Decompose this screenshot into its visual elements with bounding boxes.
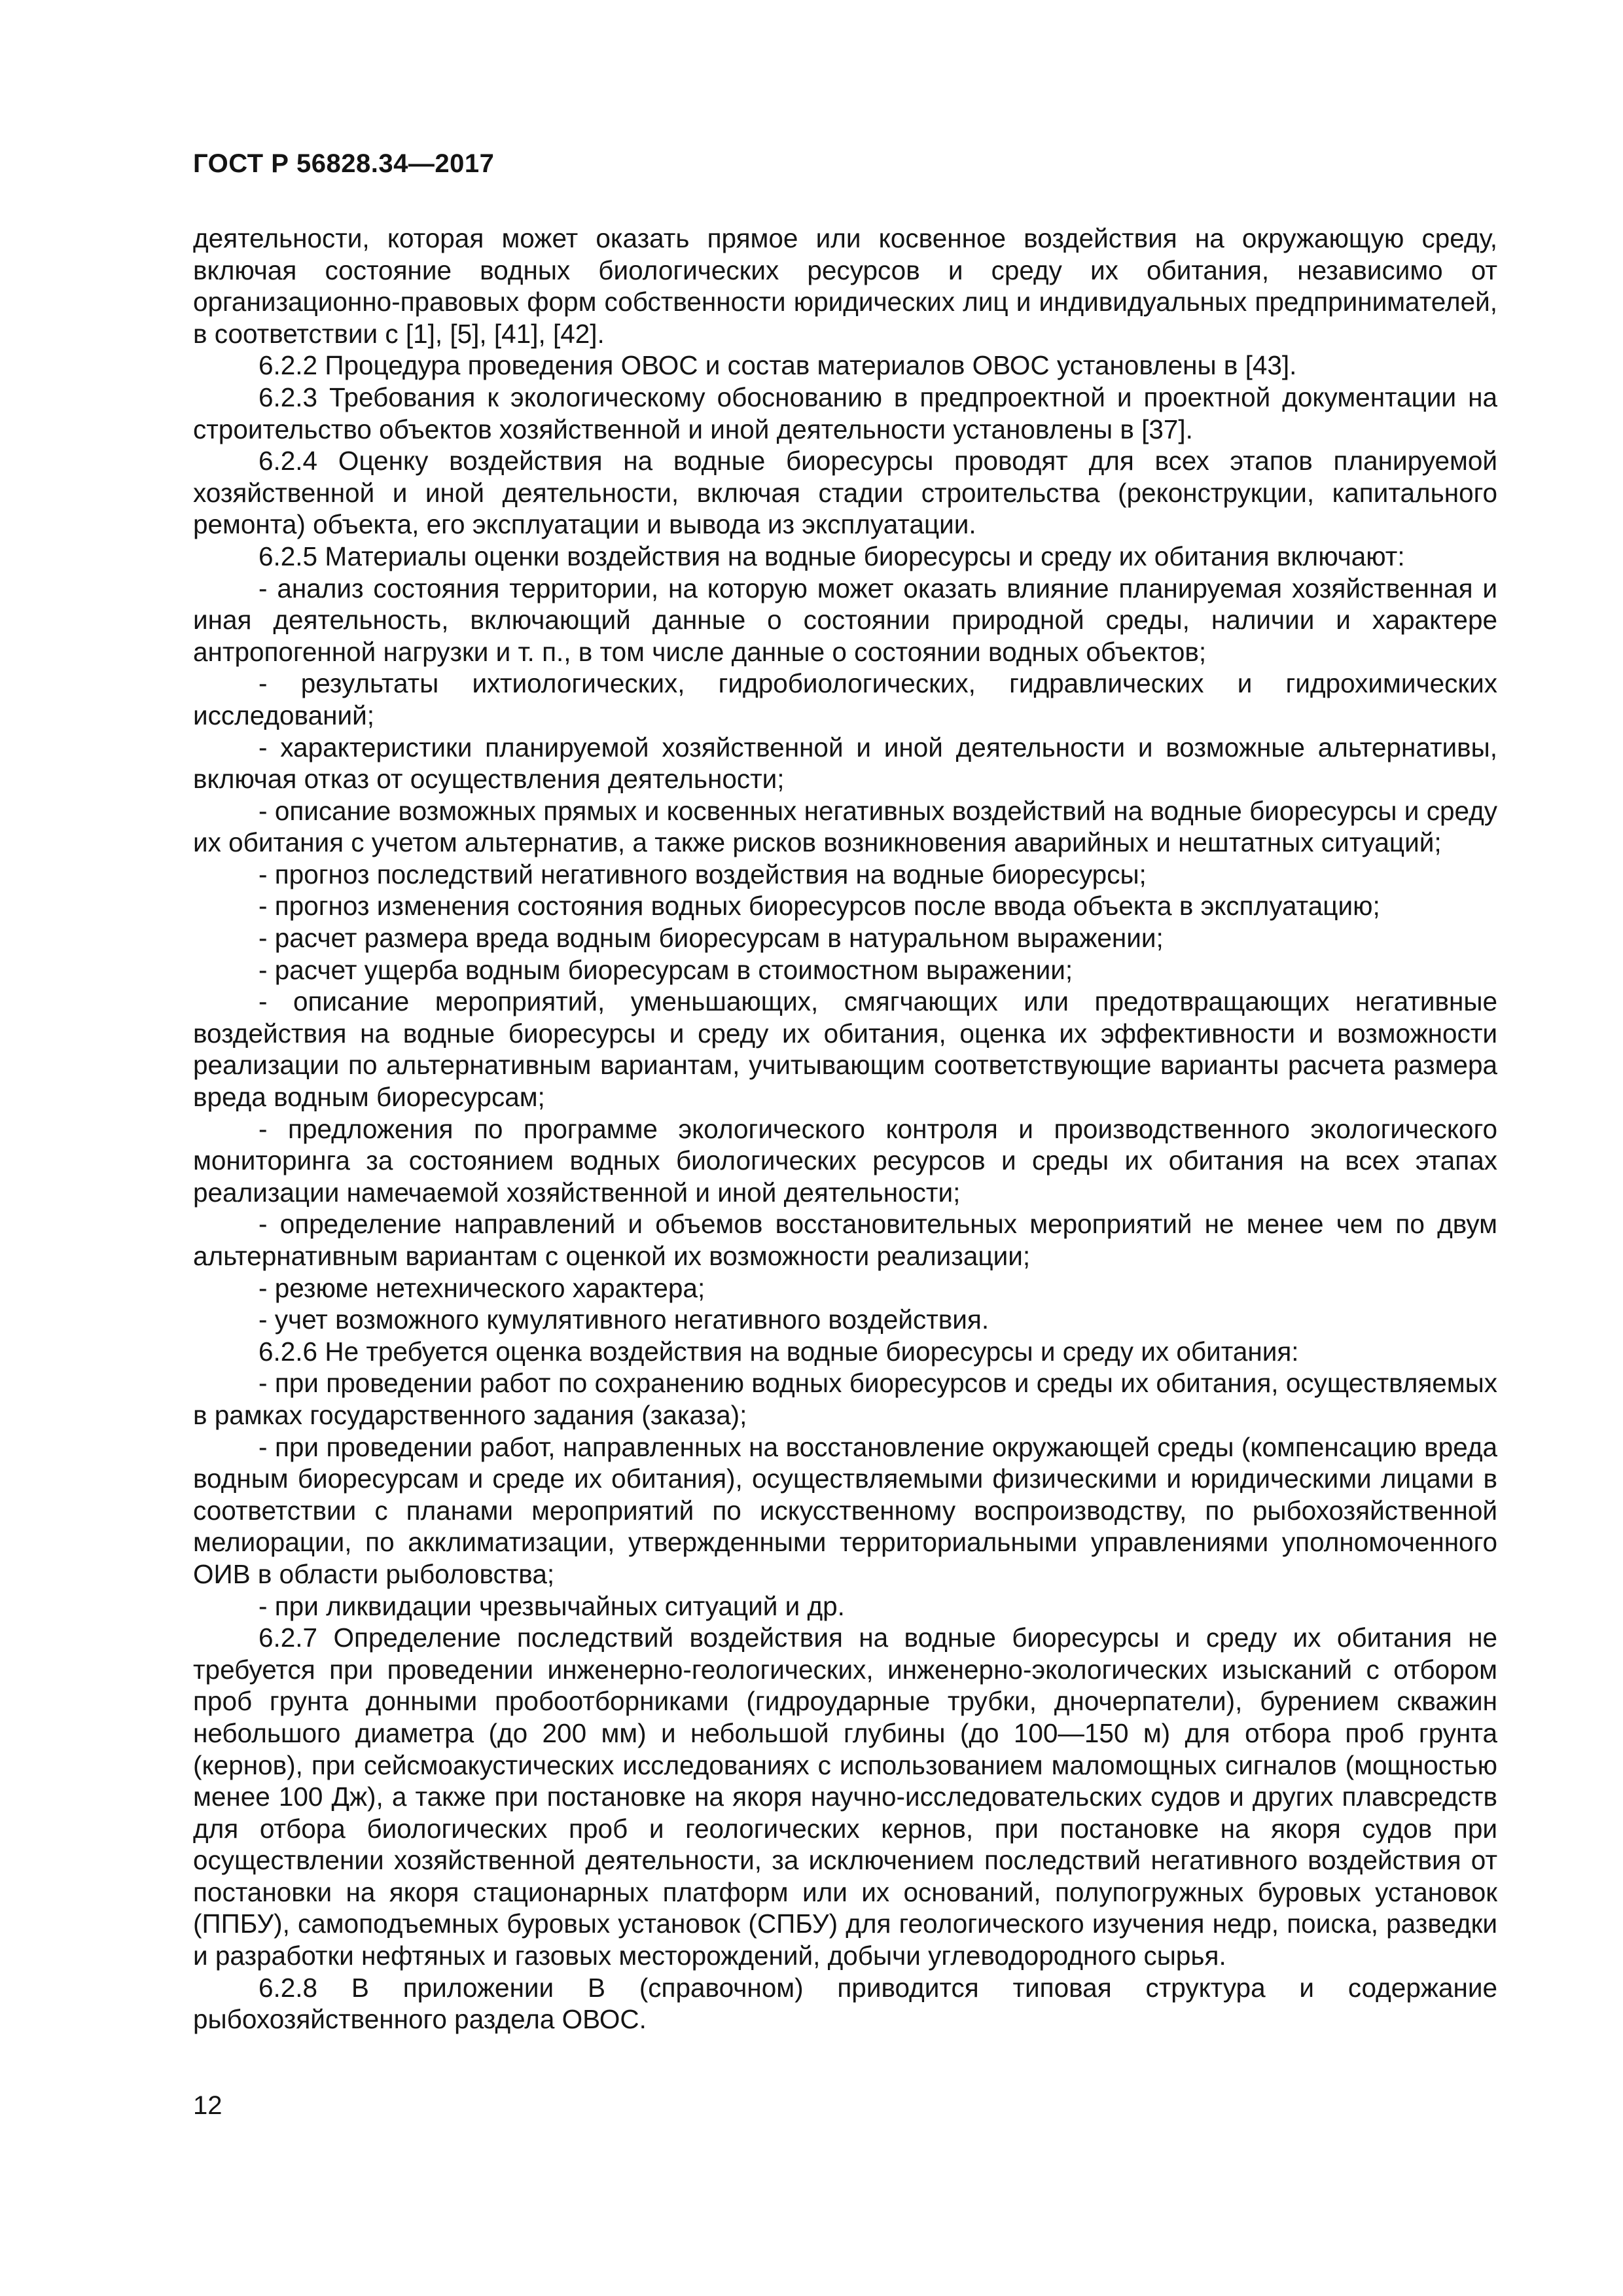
paragraph: 6.2.2 Процедура проведения ОВОС и состав материалов ОВОС установлены в [43]. (259, 350, 1297, 381)
paragraph: 6.2.8 В приложении В (справочном) приводится типовая структура и содержание рыбохозяйственного раздела ОВОС. (193, 1972, 1497, 2035)
paragraph: деятельности, которая может оказать прямое или косвенное воздействия на окружающую среду, включая состояние водных биологических ресурсов и среду их обитания, независимо от организационно-правовых форм собственности юридических лиц и индивидуальных предпринимателей, в соответствии с [1], [5], [41], [42]. (193, 223, 1497, 349)
paragraph: 6.2.6 Не требуется оценка воздействия на водные биоресурсы и среду их обитания: (259, 1336, 1299, 1367)
list-item: - прогноз последствий негативного воздействия на водные биоресурсы; (259, 859, 1147, 889)
paragraph: 6.2.7 Определение последствий воздействия на водные биоресурсы и среду их обитания не требуется при проведении инженерно-геологических, инженерно-экологических изысканий с отбором проб грунта донными пробоотборниками (гидроударные трубки, дночерпатели), бурением скважин небольшого диаметра (до 200 мм) и небольшой глубины (до 100—150 м) для отбора проб грунта (кернов), при сейсмоакустических исследованиях с использованием маломощных сигналов (мощностью менее 100 Дж), а также при постановке на якоря научно-исследовательских судов и других плавсредств для отбора биологических проб и геологических кернов, при постановке на якоря судов при осуществлении хозяйственной деятельности, за исключением последствий негативного воздействия от постановки на якоря стационарных платформ или их оснований, полупогружных буровых установок (ППБУ), самоподъемных буровых установок (СПБУ) для геологического изучения недр, поиска, разведки и разработки нефтяных и газовых месторождений, добычи углеводородного сырья. (193, 1623, 1497, 1971)
list-item: - расчет размера вреда водным биоресурсам в натуральном выражении; (259, 923, 1164, 954)
list-item: - при ликвидации чрезвычайных ситуаций и др. (259, 1590, 845, 1621)
list-item: - определение направлений и объемов восстановительных мероприятий не менее чем по двум альтернативным вариантам с оценкой их возможности реализации; (193, 1209, 1497, 1271)
page-number: 12 (193, 2091, 223, 2120)
list-item: - описание возможных прямых и косвенных негативных воздействий на водные биоресурсы и среду их обитания с учетом альтернатив, а также рисков возникновения аварийных и нештатных ситуаций; (193, 795, 1497, 858)
list-item: - учет возможного кумулятивного негативного воздействия. (259, 1304, 990, 1335)
list-item: - расчет ущерба водным биоресурсам в стоимостном выражении; (259, 954, 1073, 985)
paragraph: 6.2.3 Требования к экологическому обоснованию в предпроектной и проектной документации на строительство объектов хозяйственной и иной деятельности установлены в [37]. (193, 382, 1497, 444)
list-item: - резюме нетехнического характера; (259, 1272, 705, 1303)
paragraph: 6.2.4 Оценку воздействия на водные биоресурсы проводят для всех этапов планируемой хозяйственной и иной деятельности, включая стадии строительства (реконструкции, капитального ремонта) объекта, его эксплуатации и вывода из эксплуатации. (193, 446, 1497, 540)
list-item: - прогноз изменения состояния водных биоресурсов после ввода объекта в эксплуатацию; (259, 891, 1380, 922)
list-item: - анализ состояния территории, на которую может оказать влияние планируемая хозяйственная и иная деятельность, включающий данные о состоянии природной среды, наличии и характере антропогенной нагрузки и т. п., в том числе данные о состоянии водных объектов; (193, 573, 1497, 667)
document-header-title: ГОСТ Р 56828.34—2017 (193, 149, 495, 178)
list-item: - предложения по программе экологического контроля и производственного экологического мониторинга за состоянием водных биологических ресурсов и среды их обитания на всех этапах реализации намечаемой хозяйственной и иной деятельности; (193, 1113, 1497, 1208)
document-body (193, 223, 1497, 2036)
list-item: - при проведении работ, направленных на восстановление окружающей среды (компенсацию вреда водным биоресурсам и среде их обитания), осуществляемыми физическими и юридическими лицами в соответствии с планами мероприятий по искусственному воспроизводству, по рыбохозяйственной мелиорации, по акклиматизации, утвержденными территориальными управлениями уполномоченного ОИВ в области рыболовства; (193, 1431, 1497, 1589)
list-item: - при проведении работ по сохранению водных биоресурсов и среды их обитания, осуществляемых в рамках государственного задания (заказа); (193, 1368, 1497, 1430)
list-item: - характеристики планируемой хозяйственной и иной деятельности и возможные альтернативы, включая отказ от осуществления деятельности; (193, 732, 1497, 795)
list-item: - описание мероприятий, уменьшающих, смягчающих или предотвращающих негативные воздействия на водные биоресурсы и среду их обитания, оценка их эффективности и возможности реализации по альтернативным вариантам, учитывающим соответствующие варианты расчета размера вреда водным биоресурсам; (193, 986, 1497, 1113)
paragraph: 6.2.5 Материалы оценки воздействия на водные биоресурсы и среду их обитания включают: (259, 541, 1405, 571)
list-item: - результаты ихтиологических, гидробиологических, гидравлических и гидрохимических исследований; (193, 668, 1497, 730)
